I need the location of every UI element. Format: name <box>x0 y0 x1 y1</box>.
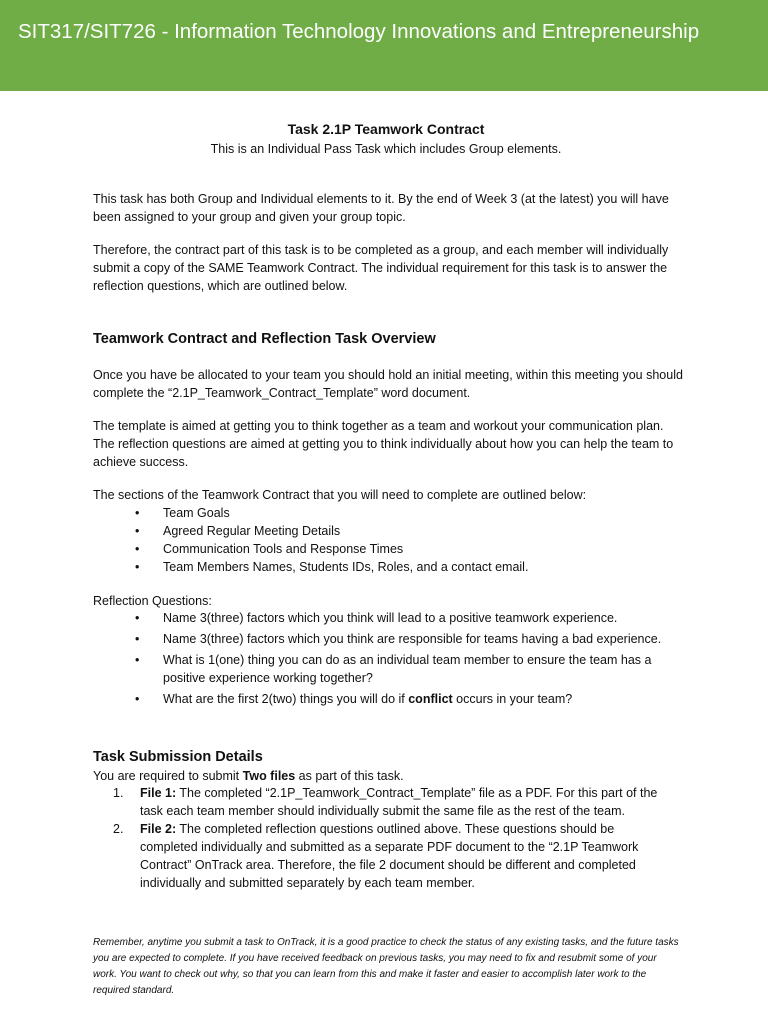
question-text: What are the first 2(two) things you will do if conflict occurs in your team? <box>163 692 573 706</box>
list-item: • Name 3(three) factors which you think will lead to a positive teamwork experience. <box>135 609 675 627</box>
sections-intro: The sections of the Teamwork Contract that you will need to complete are outlined below: <box>93 488 587 502</box>
reflection-questions-list <box>135 609 675 711</box>
list-item: • Team Goals <box>135 504 675 522</box>
submission-heading: Task Submission Details <box>93 749 263 765</box>
list-item: • What is 1(one) thing you can do as an individual team member to ensure the team has a positive experience working together? <box>135 651 675 687</box>
unit-title: SIT317/SIT726 - Information Technology Innovations and Entrepreneurship <box>18 20 700 43</box>
task-title: Task 2.1P Teamwork Contract <box>287 121 485 137</box>
list-item: 1. File 1: The completed “2.1P_Teamwork_Contract_Template” file as a PDF. For this part of the task each team member should individually submit the same file as the rest of the team. <box>113 786 658 818</box>
overview-paragraph-2: The template is aimed at getting you to think together as a team and workout your communication plan. The reflection questions are aimed at getting you to think individually about how you can help the team to achieve success. <box>93 419 674 469</box>
ontrack-reminder-note: Remember, anytime you submit a task to OnTrack, it is a good practice to check the status of any existing tasks, and the future tasks you are expected to complete. If you have received feedback on previous tasks, you may need to fix and resubmit some of your work. You want to check out why, so that you can learn from this and make it faster and easier to accomplish later work to the required standard. <box>93 937 679 996</box>
intro-paragraph-2: Therefore, the contract part of this task is to be completed as a group, and each member will individually submit a copy of the SAME Teamwork Contract. The individual requirement for this task is to answer the reflection questions, which are outlined below. <box>93 243 669 293</box>
header-banner <box>0 0 768 91</box>
list-item: • Communication Tools and Response Times <box>135 540 675 558</box>
intro-paragraph-1: This task has both Group and Individual elements to it. By the end of Week 3 (at the latest) you will have been assigned to your group and given your group topic. <box>93 192 669 224</box>
task-subtitle: This is an Individual Pass Task which includes Group elements. <box>210 142 562 156</box>
sections-list <box>135 504 675 576</box>
list-item: • Name 3(three) factors which you think are responsible for teams having a bad experience. <box>135 630 675 648</box>
list-item <box>135 690 675 708</box>
overview-heading: Teamwork Contract and Reflection Task Overview <box>93 331 436 347</box>
submission-list <box>113 784 673 892</box>
list-item: 2. File 2: The completed reflection questions outlined above. These questions should be completed individually and submitted as a separate PDF document to the “2.1P Teamwork Contract” OnTrack area. Therefore, the file 2 document should be different and completed individually and submitted separately by each team member. <box>113 822 639 890</box>
submission-intro: You are required to submit Two files as part of this task. <box>93 769 404 783</box>
list-item: • Agreed Regular Meeting Details <box>135 522 675 540</box>
overview-paragraph-1: Once you have be allocated to your team you should hold an initial meeting, within this meeting you should complete the “2.1P_Teamwork_Contract_Template” word document. <box>93 368 683 400</box>
reflection-label: Reflection Questions: <box>93 594 212 608</box>
list-item: • Team Members Names, Students IDs, Roles, and a contact email. <box>135 558 675 576</box>
